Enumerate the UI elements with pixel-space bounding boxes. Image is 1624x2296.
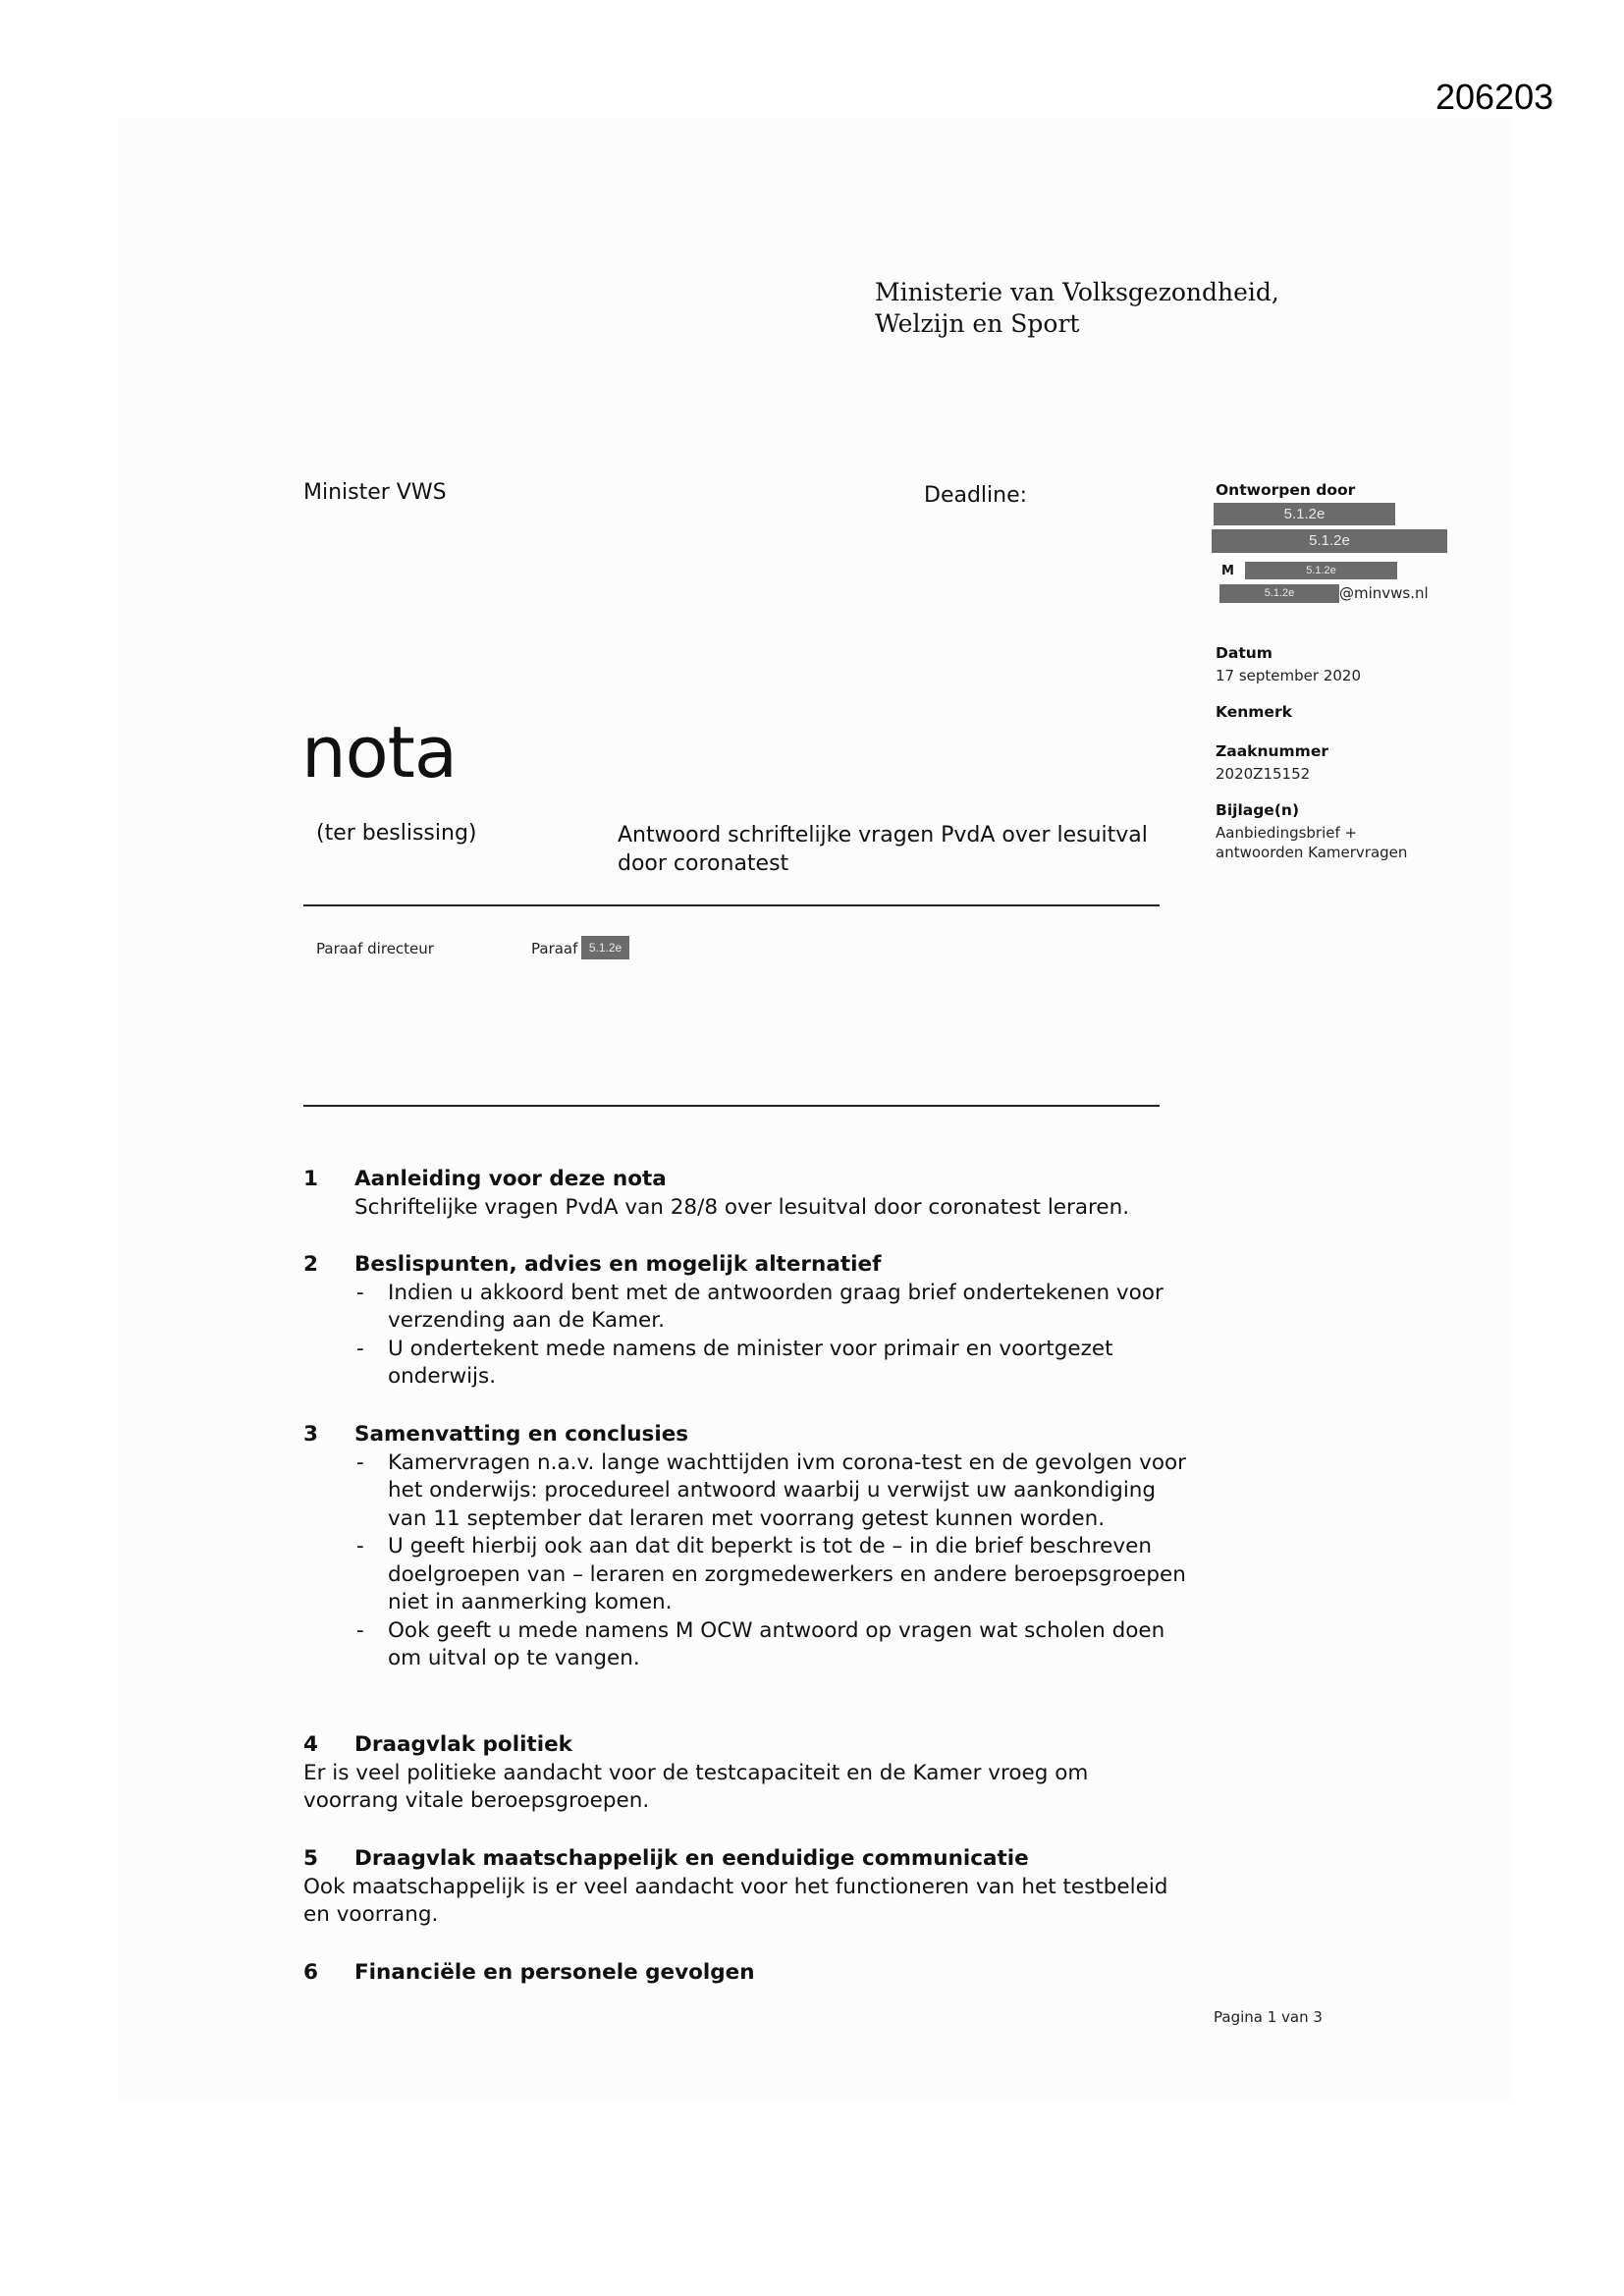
ministry-line-1: Ministerie van Volksgezondheid, <box>875 278 1279 306</box>
list-item-text: Kamervragen n.a.v. lange wachttijden ivm corona-test en de gevolgen voor het onderwijs: procedureel antwoord waarbij u verwijst uw aankondiging van 11 september dat leraren met voorrang getest kunnen worden. <box>388 1449 1186 1531</box>
section-heading: Aanleiding voor deze nota <box>354 1167 667 1191</box>
redaction-block: 5.1.2e <box>581 936 629 959</box>
attachments-label: Bijlage(n) <box>1216 801 1300 819</box>
list-item: - Indien u akkoord bent met de antwoorden graag brief ondertekenen voor verzending aan de Kamer. <box>356 1280 1164 1333</box>
reference-label: Kenmerk <box>1216 703 1292 721</box>
bullet-list <box>303 1449 1187 1673</box>
date-label: Datum <box>1216 644 1272 662</box>
section-number: 2 <box>303 1252 318 1277</box>
section-5 <box>303 1845 1187 1930</box>
designed-by-label: Ontworpen door <box>1216 481 1356 499</box>
page-number: Pagina 1 van 3 <box>1214 2008 1323 2026</box>
document-kind: (ter beslissing) <box>316 821 477 846</box>
list-item: - Kamervragen n.a.v. lange wachttijden ivm corona-test en de gevolgen voor het onderwijs: procedureel antwoord waarbij u verwijst uw aankondiging van 11 september dat leraren met voorrang getest kunnen worden. <box>356 1449 1186 1531</box>
list-item: - Ook geeft u mede namens M OCW antwoord op vragen wat scholen doen om uitval op te vangen. <box>356 1617 1165 1670</box>
list-item: - U geeft hierbij ook aan dat dit beperkt is tot de – in die brief beschreven doelgroepen van – leraren en zorgmedewerkers en andere beroepsgroepen niet in aanmerking komen. <box>356 1534 1186 1614</box>
section-heading: Beslispunten, advies en mogelijk alternatief <box>354 1252 882 1277</box>
list-item-text: U geeft hierbij ook aan dat dit beperkt is tot de – in die brief beschreven doelgroepen van – leraren en zorgmedewerkers en andere beroepsgroepen niet in aanmerking komen. <box>388 1534 1186 1614</box>
section-number: 5 <box>303 1846 318 1871</box>
list-item: - U ondertekent mede namens de minister voor primair en voortgezet onderwijs. <box>356 1336 1113 1389</box>
ministry-line-2: Welzijn en Sport <box>875 309 1080 338</box>
ministry-logo-text <box>875 277 1279 340</box>
list-item-text: Ook geeft u mede namens M OCW antwoord op vragen wat scholen doen om uitval op te vangen. <box>388 1617 1165 1670</box>
section-heading: Draagvlak maatschappelijk en eenduidige communicatie <box>354 1846 1029 1871</box>
section-2 <box>303 1251 1187 1392</box>
divider <box>303 1105 1160 1107</box>
section-text: Ook maatschappelijk is er veel aandacht voor het functioneren van het testbeleid en voorrang. <box>303 1874 1168 1927</box>
section-text: Er is veel politieke aandacht voor de testcapaciteit en de Kamer vroeg om voorrang vitale beroepsgroepen. <box>303 1760 1089 1813</box>
section-number: 6 <box>303 1960 318 1985</box>
section-number: 1 <box>303 1167 318 1191</box>
section-1 <box>303 1166 1187 1222</box>
redaction-block: 5.1.2e <box>1219 584 1339 603</box>
case-number-label: Zaaknummer <box>1216 742 1328 760</box>
date-value: 17 september 2020 <box>1216 667 1362 684</box>
divider <box>303 904 1160 906</box>
attachments-line-2: antwoorden Kamervragen <box>1216 844 1408 861</box>
paraaf-director: Paraaf directeur <box>316 940 434 957</box>
section-3 <box>303 1421 1187 1673</box>
redaction-block: 5.1.2e <box>1214 503 1395 525</box>
paraaf-label: Paraaf <box>531 940 578 957</box>
list-item-text: Indien u akkoord bent met de antwoorden graag brief ondertekenen voor verzending aan de Kamer. <box>388 1280 1164 1333</box>
document-title: nota <box>301 711 458 793</box>
section-4 <box>303 1731 1187 1816</box>
redaction-block: 5.1.2e <box>1245 562 1397 579</box>
bullet-list <box>303 1280 1187 1392</box>
section-heading: Financiële en personele gevolgen <box>354 1960 755 1985</box>
section-heading: Draagvlak politiek <box>354 1732 572 1757</box>
section-6 <box>303 1959 1187 1988</box>
redaction-block: 5.1.2e <box>1212 529 1447 553</box>
list-item-text: U ondertekent mede namens de minister voor primair en voortgezet onderwijs. <box>388 1336 1113 1389</box>
section-number: 4 <box>303 1732 318 1757</box>
section-number: 3 <box>303 1422 318 1447</box>
case-number-value: 2020Z15152 <box>1216 765 1311 783</box>
section-heading: Samenvatting en conclusies <box>354 1422 689 1447</box>
email-suffix: @minvws.nl <box>1339 584 1429 602</box>
addressee: Minister VWS <box>303 480 447 505</box>
document-subject: Antwoord schriftelijke vragen PvdA over lesuitval door coronatest <box>618 823 1148 876</box>
document-number: 206203 <box>1435 77 1554 117</box>
attachments-line-1: Aanbiedingsbrief + <box>1216 824 1358 842</box>
section-text: Schriftelijke vragen PvdA van 28/8 over lesuitval door coronatest leraren. <box>354 1194 1130 1220</box>
m-label: M <box>1221 564 1234 578</box>
deadline-label: Deadline: <box>924 483 1028 508</box>
